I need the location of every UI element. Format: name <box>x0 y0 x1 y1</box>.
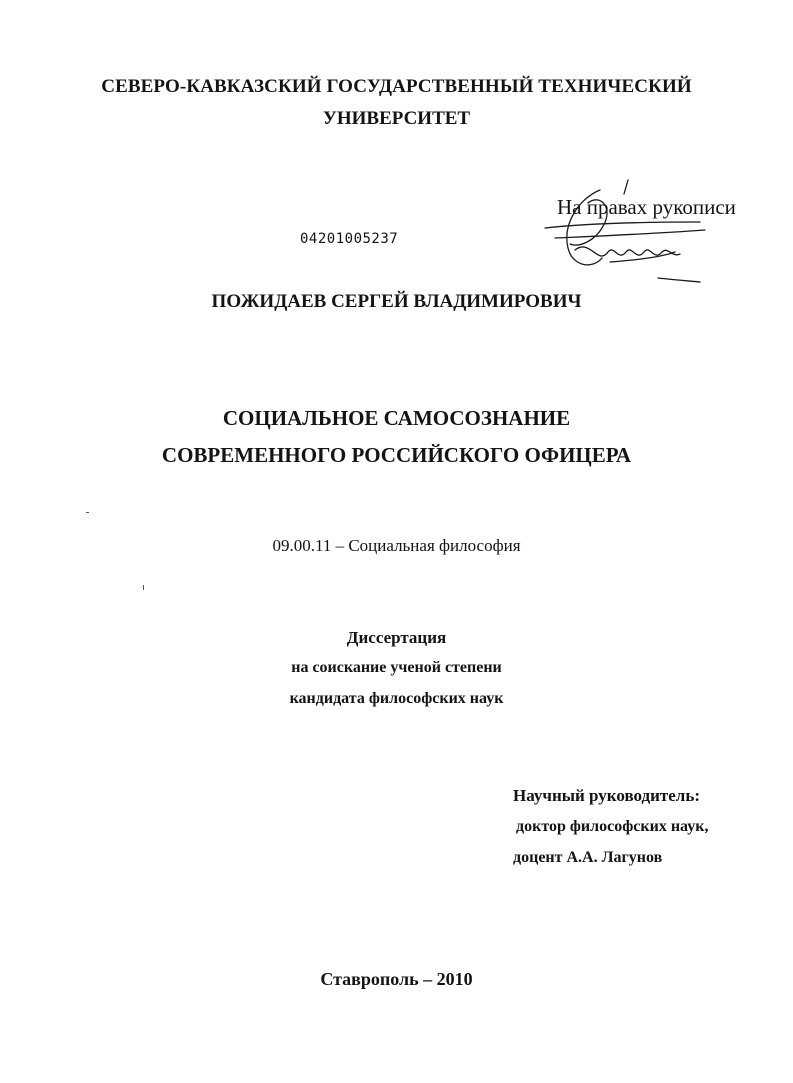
signature-stroke <box>570 200 607 245</box>
university-name-line1: СЕВЕРО-КАВКАЗСКИЙ ГОСУДАРСТВЕННЫЙ ТЕХНИЧЕСКИЙ <box>101 76 692 97</box>
supervisor-degree: доктор философских наук, <box>516 818 709 835</box>
document-type: Диссертация <box>346 628 447 647</box>
specialty-code: 09.00.11 – Социальная философия <box>272 536 521 555</box>
serial-number: 04201005237 <box>300 231 399 247</box>
dissertation-title-line1: СОЦИАЛЬНОЕ САМОСОЗНАНИЕ <box>222 406 571 430</box>
supervisor-label: Научный руководитель: <box>513 786 700 805</box>
dissertation-title-line2: СОВРЕМЕННОГО РОССИЙСКОГО ОФИЦЕРА <box>161 443 632 467</box>
signature-stroke <box>658 278 700 282</box>
author-name: ПОЖИДАЕВ СЕРГЕЙ ВЛАДИМИРОВИЧ <box>211 291 582 312</box>
university-name-line2: УНИВЕРСИТЕТ <box>322 108 471 129</box>
degree-purpose: на соискание ученой степени <box>291 659 502 676</box>
signature-stroke <box>555 230 705 238</box>
signature-icon <box>540 178 715 283</box>
signature-stroke <box>624 180 628 194</box>
degree-name: кандидата философских наук <box>289 690 504 707</box>
manuscript-note: На правах рукописи <box>557 195 736 219</box>
supervisor-name: доцент А.А. Лагунов <box>513 849 663 866</box>
scan-speck <box>86 512 89 513</box>
scan-speck <box>143 585 144 590</box>
city-year: Ставрополь – 2010 <box>320 969 473 989</box>
